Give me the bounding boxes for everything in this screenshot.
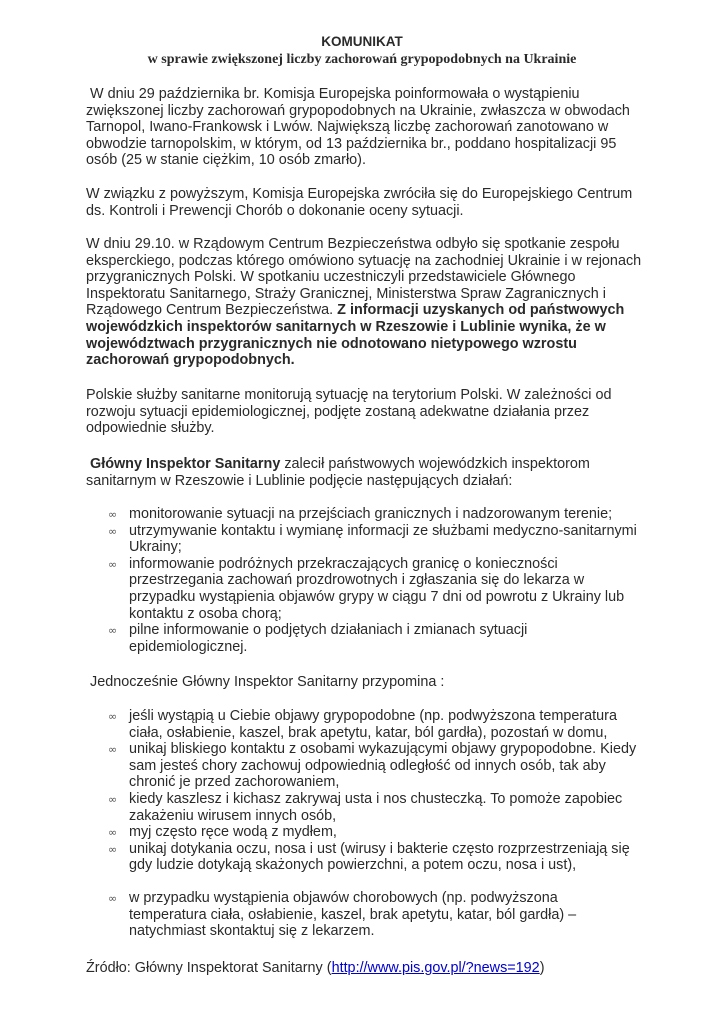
paragraph-reminder-intro: Jednocześnie Główny Inspektor Sanitarny przypomina : <box>90 674 445 690</box>
list-item: ∞ utrzymywanie kontaktu i wymianę informacji ze służbami medyczno-sanitarnymi Ukrainy; <box>108 522 637 556</box>
document-title: KOMUNIKAT <box>321 34 403 49</box>
actions-list <box>108 506 638 655</box>
infinity-bullet-icon: ∞ <box>108 826 118 840</box>
infinity-bullet-icon: ∞ <box>108 891 118 905</box>
list-item: ∞ kiedy kaszlesz i kichasz zakrywaj usta i nos chusteczką. To pomoże zapobiec zakażeniu wirusem innych osób, <box>108 790 623 824</box>
meeting-conclusion: Z informacji uzyskanych od państwowych wojewódzkich inspektorów sanitarnych w Rzeszowie i Lublinie wynika, że w województwach przygranicznych nie odnotowano nietypowego wzrostu zachorowań grypopodobnych. <box>86 302 625 369</box>
paragraph-meeting <box>86 236 646 369</box>
infinity-bullet-icon: ∞ <box>108 710 118 723</box>
gis-recommendation-text: zalecił państwowych wojewódzkich inspektorom sanitarnym w Rzeszowie i Lublinie podjęcie następujących działań: <box>86 456 590 489</box>
infinity-bullet-icon: ∞ <box>108 842 118 856</box>
paragraph-gis-recommendation <box>86 456 646 489</box>
reminders-list <box>108 708 638 940</box>
infinity-bullet-icon: ∞ <box>108 508 118 521</box>
source-prefix: Źródło: Główny Inspektorat Sanitarny ( <box>86 960 332 976</box>
list-item: ∞ pilne informowanie o podjętych działaniach i zmianach sytuacji epidemiologicznej. <box>108 622 528 655</box>
list-item: ∞ w przypadku wystąpienia objawów chorobowych (np. podwyższona temperatura ciała, osłabienie, kaszel, brak apetytu, katar, ból gardła) – natychmiast skontaktuj się z lekarzem. <box>108 889 577 940</box>
paragraph-commission: W związku z powyższym, Komisja Europejska zwróciła się do Europejskiego Centrum ds. Kontroli i Prewencji Chorób o dokonanie oceny sytuacji. <box>86 186 633 219</box>
paragraph-monitoring: Polskie służby sanitarne monitorują sytuację na terytorium Polski. W zależności od rozwoju sytuacji epidemiologicznej, podjęte zostaną adekwatne działania przez odpowiednie służby. <box>86 387 612 437</box>
list-item: ∞ unikaj bliskiego kontaktu z osobami wykazującymi objawy grypopodobne. Kiedy sam jesteś chory zachowuj odpowiednią odległość od innych osób, tak aby chronić je przed zachorowaniem, <box>108 741 637 791</box>
infinity-bullet-icon: ∞ <box>108 792 118 806</box>
infinity-bullet-icon: ∞ <box>108 557 118 571</box>
list-item: ∞ unikaj dotykania oczu, nosa i ust (wirusy i bakterie często rozprzestrzeniają się gdy ludzie dotykają skażonych powierzchni, a potem oczu, nosa i ust), <box>108 840 630 874</box>
list-item: ∞ jeśli wystąpią u Ciebie objawy grypopodobne (np. podwyższona temperatura ciała, osłabienie, kaszel, brak apetytu, katar, ból gardła), pozostań w domu, <box>108 708 617 741</box>
meeting-text: W dniu 29.10. w Rządowym Centrum Bezpieczeństwa odbyło się spotkanie zespołu eksperckiego, podczas którego omówiono sytuację na zachodniej Ukrainie i w rejonach przygranicznych Polski. W spotkaniu uczestniczyli przedstawiciele Głównego Inspektoratu Sanitarnego, Straży Granicznej, Ministerstwa Spraw Zagranicznych i Rządowego Centrum Bezpieczeństwa. <box>86 236 642 319</box>
paragraph-situation: W dniu 29 października br. Komisja Europejska poinformowała o wystąpieniu zwiększonej liczby zachorowań grypopodobnych na Ukrainie, zwłaszcza w obwodach Tarnopol, Iwano-Frankowsk i Lwów. Największą liczbę zachorowań zanotowano w obwodzie tarnopolskim, w którym, od 13 października br., poddano hospitalizacji 95 osób (25 w stanie ciężkim, 10 osób zmarło). <box>86 86 630 169</box>
infinity-bullet-icon: ∞ <box>108 624 118 638</box>
list-item: ∞ myj często ręce wodą z mydłem, <box>108 824 337 841</box>
infinity-bullet-icon: ∞ <box>108 743 118 757</box>
list-item: ∞ informowanie podróżnych przekraczających granicę o konieczności przestrzegania zachowań prozdrowotnych i zgłaszania się do lekarza w przypadku wystąpienia objawów grypy w ciągu 7 dni od powrotu z Ukrainy lub kontaktu z osoba chorą; <box>108 555 625 622</box>
source-link[interactable]: http://www.pis.gov.pl/?news=192 <box>331 960 540 976</box>
document-subtitle: w sprawie zwiększonej liczby zachorowań grypopodobnych na Ukrainie <box>147 52 577 67</box>
source-line <box>86 960 646 977</box>
infinity-bullet-icon: ∞ <box>108 524 118 538</box>
gis-name: Główny Inspektor Sanitarny <box>90 456 281 472</box>
list-item: ∞ monitorowanie sytuacji na przejściach granicznych i nadzorowanym terenie; <box>108 506 613 522</box>
source-suffix: ) <box>539 960 545 976</box>
